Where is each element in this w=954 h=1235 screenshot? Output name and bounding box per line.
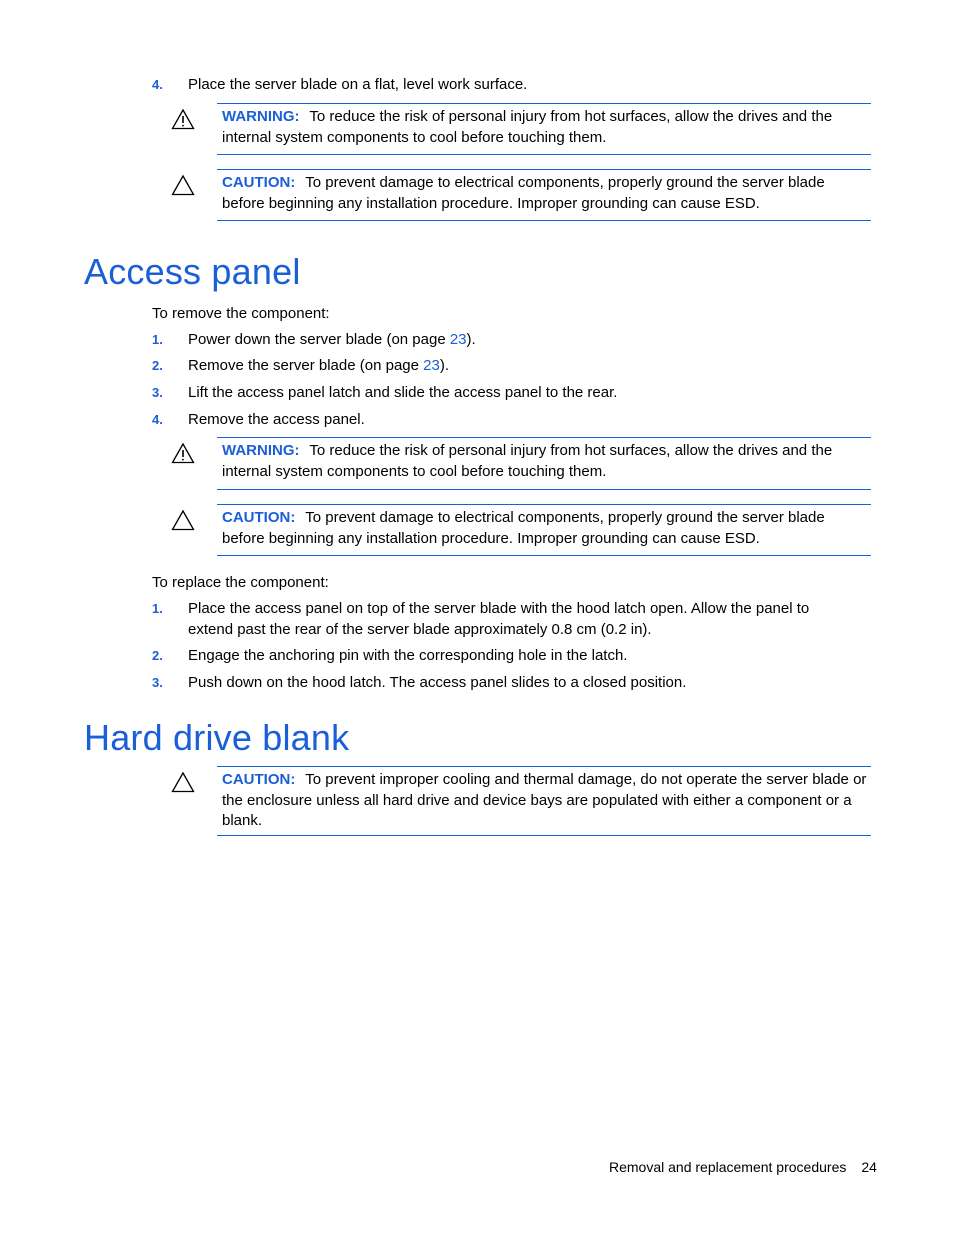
step-text: Remove the server blade (on page 23). — [188, 357, 449, 374]
step-number: 1. — [152, 332, 163, 347]
warning-text: To reduce the risk of personal injury from hot surfaces, allow the drives and the internal system components to cool before touching them. — [222, 108, 833, 146]
warning-triangle-icon — [171, 108, 195, 130]
step-number: 2. — [152, 358, 163, 373]
step-number: 4. — [152, 412, 163, 427]
step-text: Push down on the hood latch. The access panel slides to a closed position. — [188, 674, 687, 691]
replace-intro: To replace the component: — [152, 574, 329, 591]
step-text: Remove the access panel. — [188, 411, 365, 428]
caution-triangle-icon — [171, 174, 195, 196]
caution-label: CAUTION: — [222, 174, 296, 191]
section-heading-access-panel: Access panel — [84, 251, 301, 292]
step-number: 4. — [152, 77, 163, 92]
warning-triangle-icon — [171, 442, 195, 464]
warning-label: WARNING: — [222, 442, 300, 459]
warning-text: To reduce the risk of personal injury from hot surfaces, allow the drives and the internal system components to cool before touching them. — [222, 442, 833, 480]
caution-text: To prevent improper cooling and thermal damage, do not operate the server blade or the enclosure unless all hard drive and device bays are populated with either a component or a blank. — [222, 771, 867, 829]
step-number: 3. — [152, 675, 163, 690]
page-number: 24 — [861, 1159, 877, 1175]
caution-box — [217, 504, 871, 556]
page-link[interactable]: 23 — [423, 357, 440, 374]
page-link[interactable]: 23 — [449, 331, 467, 348]
caution-text: To prevent damage to electrical components, properly ground the server blade before beginning any installation procedure. Improper grounding can cause ESD. — [222, 174, 825, 212]
caution-text: To prevent damage to electrical components, properly ground the server blade before beginning any installation procedure. Improper grounding can cause ESD. — [222, 509, 825, 547]
step-text: Power down the server blade (on page 23). — [188, 331, 476, 348]
footer-section-title: Removal and replacement procedures — [609, 1159, 847, 1175]
remove-intro: To remove the component: — [152, 305, 330, 322]
caution-triangle-icon — [171, 771, 195, 793]
step-text: Place the access panel on top of the server blade with the hood latch open. Allow the panel to extend past the rear of the server blade approximately 0.8 cm (0.2 in). — [188, 600, 810, 638]
section-heading-hard-drive-blank: Hard drive blank — [84, 717, 350, 758]
step-text: Lift the access panel latch and slide the access panel to the rear. — [188, 384, 618, 401]
warning-label: WARNING: — [222, 108, 300, 125]
caution-triangle-icon — [171, 509, 195, 531]
step-text: Engage the anchoring pin with the corresponding hole in the latch. — [188, 647, 628, 664]
warning-box — [217, 103, 871, 155]
caution-label: CAUTION: — [222, 771, 296, 788]
caution-box — [217, 169, 871, 221]
step-number: 1. — [152, 601, 163, 616]
page-footer — [609, 1158, 877, 1176]
caution-label: CAUTION: — [222, 509, 296, 526]
step-number: 3. — [152, 385, 163, 400]
step-number: 2. — [152, 648, 163, 663]
warning-box — [217, 437, 871, 490]
step-text: Place the server blade on a flat, level work surface. — [188, 76, 528, 93]
caution-box — [217, 766, 871, 836]
